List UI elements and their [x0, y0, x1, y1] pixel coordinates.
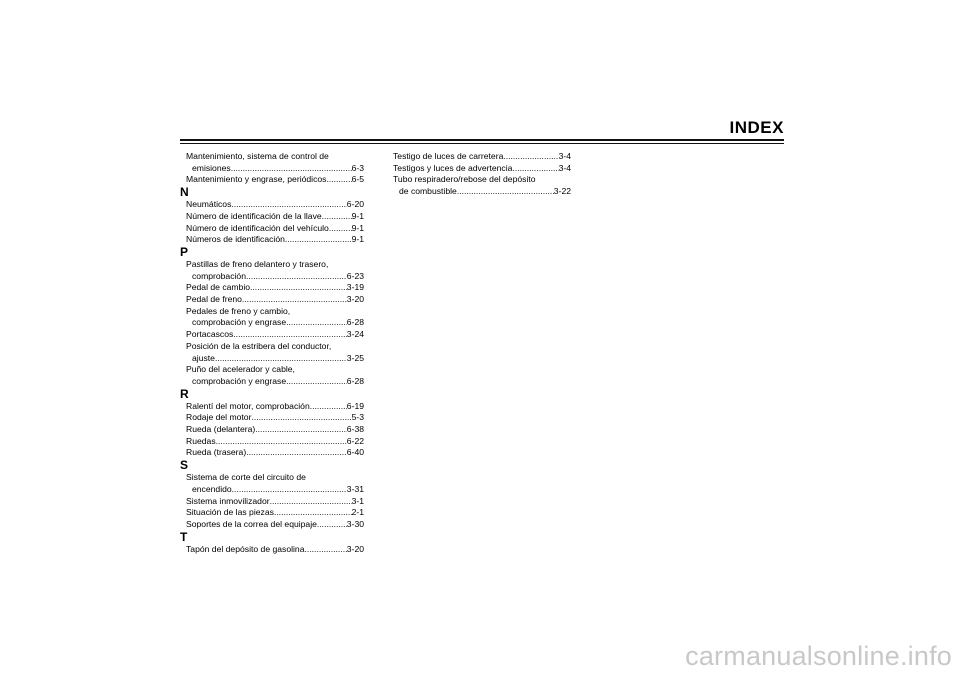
- leader-dots: [286, 376, 347, 388]
- leader-dots: [231, 199, 346, 211]
- index-entry-page: 6-28: [346, 317, 364, 328]
- index-letter-heading: T: [180, 529, 188, 544]
- leader-dots: [329, 223, 352, 235]
- leader-dots: [232, 484, 347, 496]
- leader-dots: [305, 544, 347, 556]
- index-entry: [180, 199, 364, 211]
- index-entry-page: 3-19: [346, 282, 364, 293]
- index-entry-page: 6-22: [346, 435, 364, 446]
- index-entry: [180, 507, 364, 519]
- index-entry-text: Rodaje del motor: [186, 412, 252, 423]
- index-entry: [391, 151, 571, 163]
- index-entry-text: Pedal de freno: [186, 294, 242, 305]
- index-entry-page: 6-19: [346, 400, 364, 411]
- index-entry: [180, 306, 364, 329]
- index-entry-text: Soportes de la correa del equipaje: [186, 518, 317, 529]
- index-entry-page: 2-1: [351, 507, 364, 518]
- index-entry-page: 5-3: [351, 412, 364, 423]
- title-rule-thin: [180, 143, 784, 144]
- leader-dots: [233, 329, 347, 341]
- index-entry-text: Posición de la estribera del conductor,: [186, 340, 332, 351]
- index-column-right: [391, 151, 571, 198]
- leader-dots: [231, 163, 352, 175]
- index-entry-text: Número de identificación del vehículo: [186, 222, 329, 233]
- index-entry-text: Ralentí del motor, comprobación: [186, 400, 310, 411]
- leader-dots: [317, 519, 347, 531]
- index-entry: [180, 544, 364, 556]
- index-entry: [180, 329, 364, 341]
- leader-dots: [215, 353, 347, 365]
- index-entry-text: encendido: [192, 483, 232, 494]
- index-entry-page: 3-22: [553, 186, 571, 197]
- index-entry-page: 3-31: [346, 483, 364, 494]
- leader-dots: [286, 317, 347, 329]
- index-entry-text: de combustible: [399, 186, 457, 197]
- index-letter-heading: R: [180, 386, 189, 401]
- leader-dots: [274, 507, 352, 519]
- index-entry-text: comprobación y engrase: [192, 375, 287, 386]
- index-entry: [180, 436, 364, 448]
- leader-dots: [512, 163, 558, 175]
- index-entry-text: Puño del acelerador y cable,: [186, 364, 295, 375]
- leader-dots: [326, 174, 351, 186]
- leader-dots: [242, 294, 347, 306]
- index-entry-page: 9-1: [351, 210, 364, 221]
- index-entry: [180, 151, 364, 174]
- index-entry: [180, 519, 364, 531]
- index-letter-heading: S: [180, 458, 189, 473]
- index-entry: [391, 163, 571, 175]
- index-entry-text: Mantenimiento, sistema de control de: [186, 151, 329, 161]
- index-entry-text: Pastillas de freno delantero y trasero,: [186, 258, 329, 269]
- index-entry-page: 3-30: [346, 518, 364, 529]
- index-entry: [180, 341, 364, 364]
- index-entry: [391, 174, 571, 197]
- index-entry-page: 3-4: [558, 151, 571, 161]
- index-entry-page: 6-5: [351, 174, 364, 185]
- index-entry: [180, 412, 364, 424]
- index-entry-text: Ruedas: [186, 435, 216, 446]
- index-entry-text: ajuste: [192, 352, 215, 363]
- index-entry-page: 3-20: [346, 294, 364, 305]
- leader-dots: [255, 424, 347, 436]
- index-entry-page: 3-24: [346, 329, 364, 340]
- index-entry-text: comprobación y engrase: [192, 317, 287, 328]
- page-title: INDEX: [729, 118, 784, 137]
- leader-dots: [503, 151, 558, 163]
- index-entry-text: Sistema inmovilizador: [186, 495, 270, 506]
- index-entry-text: comprobación: [192, 270, 246, 281]
- index-entry-text: Portacascos: [186, 329, 234, 340]
- index-entry-text: emisiones: [192, 162, 231, 173]
- index-entry: [180, 211, 364, 223]
- index-entry: [180, 294, 364, 306]
- leader-dots: [251, 412, 351, 424]
- index-entry-text: Tubo respiradero/rebose del depósito: [393, 174, 536, 185]
- index-entry-page: 9-1: [351, 234, 364, 245]
- index-entry-page: 6-38: [346, 424, 364, 435]
- index-entry-text: Neumáticos: [186, 199, 232, 210]
- index-entry: [180, 282, 364, 294]
- index-entry-text: Rueda (delantera): [186, 424, 256, 435]
- index-entry-text: Testigos y luces de advertencia: [393, 162, 513, 173]
- index-entry: [180, 496, 364, 508]
- index-entry: [180, 259, 364, 282]
- index-letter-heading: P: [180, 244, 189, 259]
- leader-dots: [246, 447, 347, 459]
- index-entry: [180, 401, 364, 413]
- index-entry-page: 6-3: [351, 162, 364, 173]
- index-letter-heading: N: [180, 185, 189, 200]
- index-entry-text: Sistema de corte del circuito de: [186, 472, 306, 483]
- index-entry: [180, 223, 364, 235]
- title-rule: [180, 139, 784, 141]
- leader-dots: [457, 186, 554, 198]
- index-entry-text: Número de identificación de la llave: [186, 210, 322, 221]
- watermark: carmanualsonline.info: [685, 641, 952, 671]
- index-entry-text: Testigo de luces de carretera: [393, 151, 504, 161]
- leader-dots: [216, 436, 347, 448]
- index-entry-page: 9-1: [351, 222, 364, 233]
- index-entry: [180, 472, 364, 495]
- index-entry: [180, 447, 364, 459]
- index-entry: [180, 234, 364, 246]
- index-column-left: [180, 151, 364, 555]
- index-entry-text: Tapón del depósito de gasolina: [186, 543, 305, 554]
- index-entry-text: Rueda (trasera): [186, 447, 247, 458]
- index-entry-text: Pedales de freno y cambio,: [186, 305, 291, 316]
- index-entry-page: 6-23: [346, 270, 364, 281]
- leader-dots: [250, 282, 347, 294]
- index-entry-page: 6-40: [346, 447, 364, 458]
- leader-dots: [322, 211, 352, 223]
- index-entry-text: Pedal de cambio: [186, 282, 251, 293]
- index-entry: [180, 424, 364, 436]
- index-entry-page: 3-20: [346, 543, 364, 554]
- leader-dots: [285, 234, 352, 246]
- index-entry-page: 6-20: [346, 199, 364, 210]
- index-entry-page: 3-25: [346, 352, 364, 363]
- index-entry-page: 3-1: [351, 495, 364, 506]
- index-entry-page: 3-4: [558, 162, 571, 173]
- index-entry: [180, 364, 364, 387]
- index-entry-text: Mantenimiento y engrase, periódicos: [186, 174, 327, 185]
- index-entry: [180, 174, 364, 186]
- index-entry-page: 6-28: [346, 375, 364, 386]
- index-entry-text: Situación de las piezas: [186, 507, 274, 518]
- leader-dots: [310, 401, 347, 413]
- index-entry-text: Números de identificación: [186, 234, 285, 245]
- leader-dots: [270, 496, 352, 508]
- leader-dots: [246, 271, 347, 283]
